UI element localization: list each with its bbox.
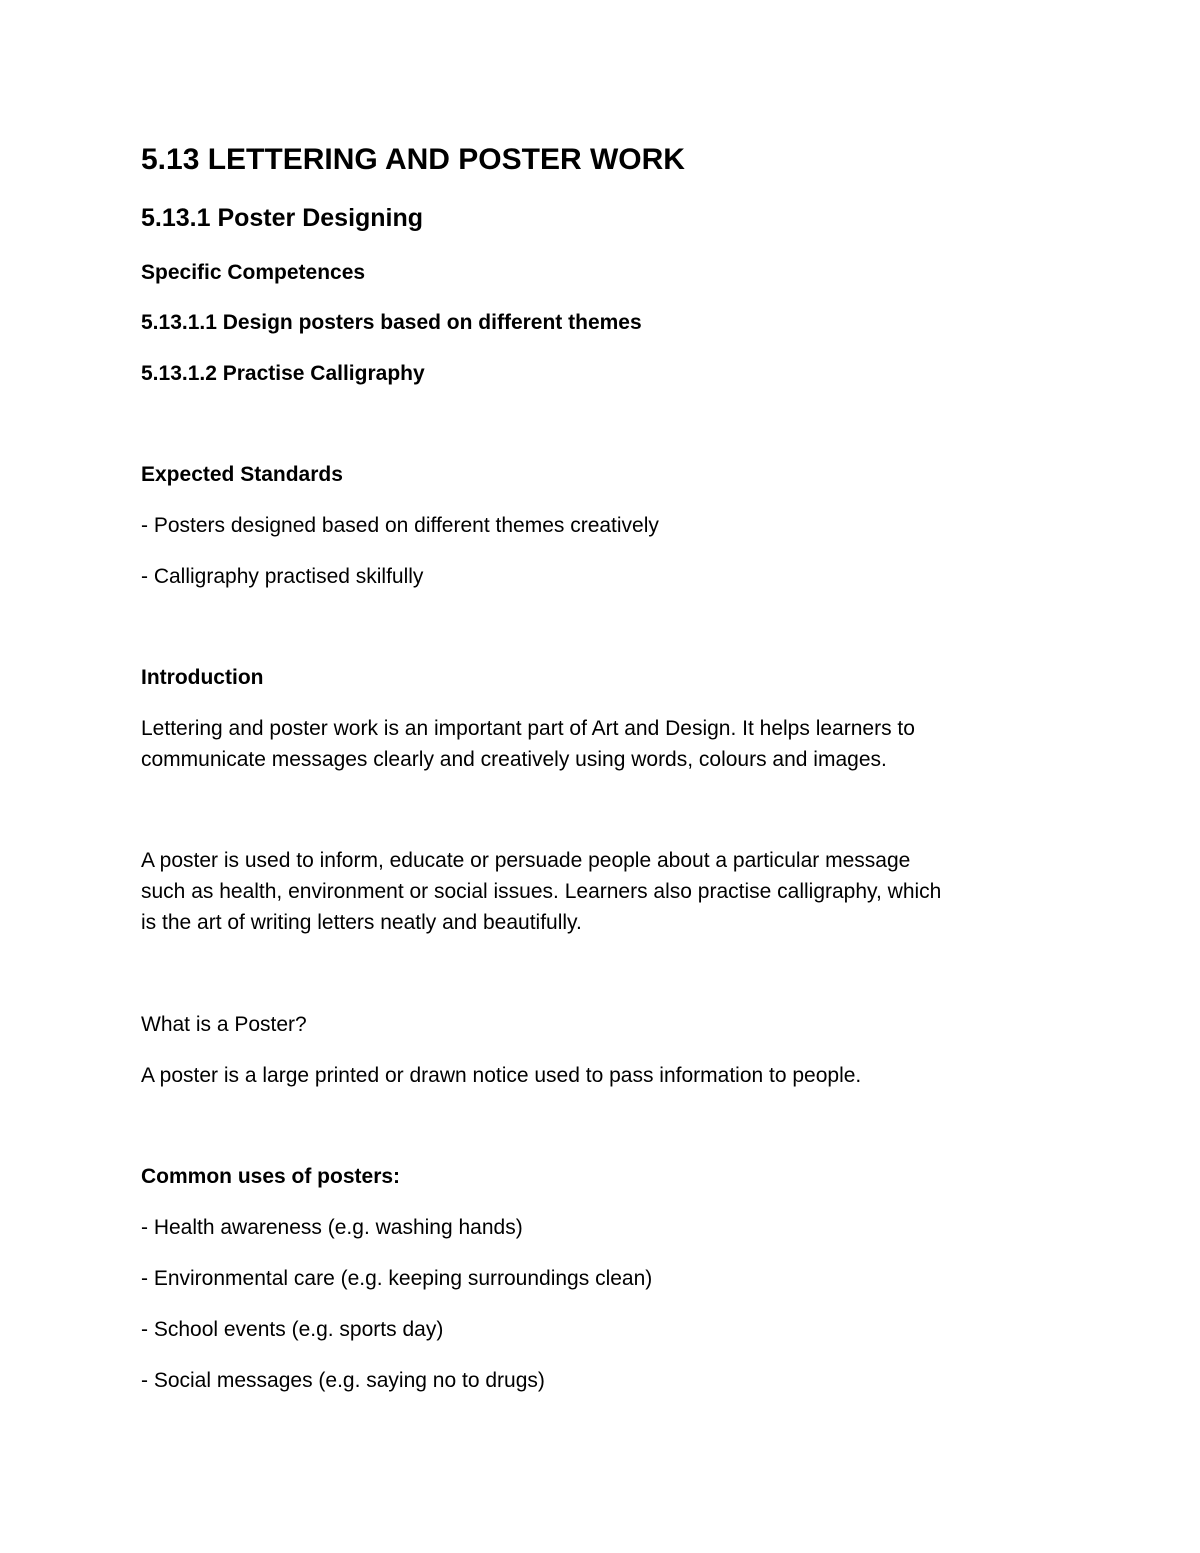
- common-use-item-2: - Environmental care (e.g. keeping surroundings clean): [141, 1267, 653, 1290]
- paragraph-line: such as health, environment or social issues. Learners also practise calligraphy, which: [141, 880, 942, 903]
- standard-item-1: - Posters designed based on different themes creatively: [141, 514, 659, 537]
- document-title: 5.13 LETTERING AND POSTER WORK: [141, 143, 685, 176]
- common-use-item-1: - Health awareness (e.g. washing hands): [141, 1216, 523, 1239]
- paragraph-line: communicate messages clearly and creatively using words, colours and images.: [141, 748, 887, 771]
- introduction-paragraph-2: [141, 845, 1061, 938]
- competence-item-1: 5.13.1.1 Design posters based on different themes: [141, 311, 642, 334]
- section-subtitle: 5.13.1 Poster Designing: [141, 204, 424, 232]
- paragraph-line: A poster is used to inform, educate or persuade people about a particular message: [141, 849, 911, 872]
- introduction-paragraph-1: [141, 713, 1061, 775]
- standard-item-2: - Calligraphy practised skilfully: [141, 565, 424, 588]
- common-use-item-3: - School events (e.g. sports day): [141, 1318, 444, 1341]
- specific-competences-heading: Specific Competences: [141, 261, 366, 284]
- paragraph-line: Lettering and poster work is an important part of Art and Design. It helps learners to: [141, 717, 915, 740]
- common-uses-heading: Common uses of posters:: [141, 1165, 401, 1188]
- what-is-poster-answer: A poster is a large printed or drawn notice used to pass information to people.: [141, 1064, 862, 1087]
- competence-item-2: 5.13.1.2 Practise Calligraphy: [141, 362, 425, 385]
- introduction-heading: Introduction: [141, 666, 264, 689]
- expected-standards-heading: Expected Standards: [141, 463, 343, 486]
- paragraph-line: is the art of writing letters neatly and beautifully.: [141, 911, 582, 934]
- common-use-item-4: - Social messages (e.g. saying no to drugs): [141, 1369, 545, 1392]
- what-is-poster-question: What is a Poster?: [141, 1013, 307, 1036]
